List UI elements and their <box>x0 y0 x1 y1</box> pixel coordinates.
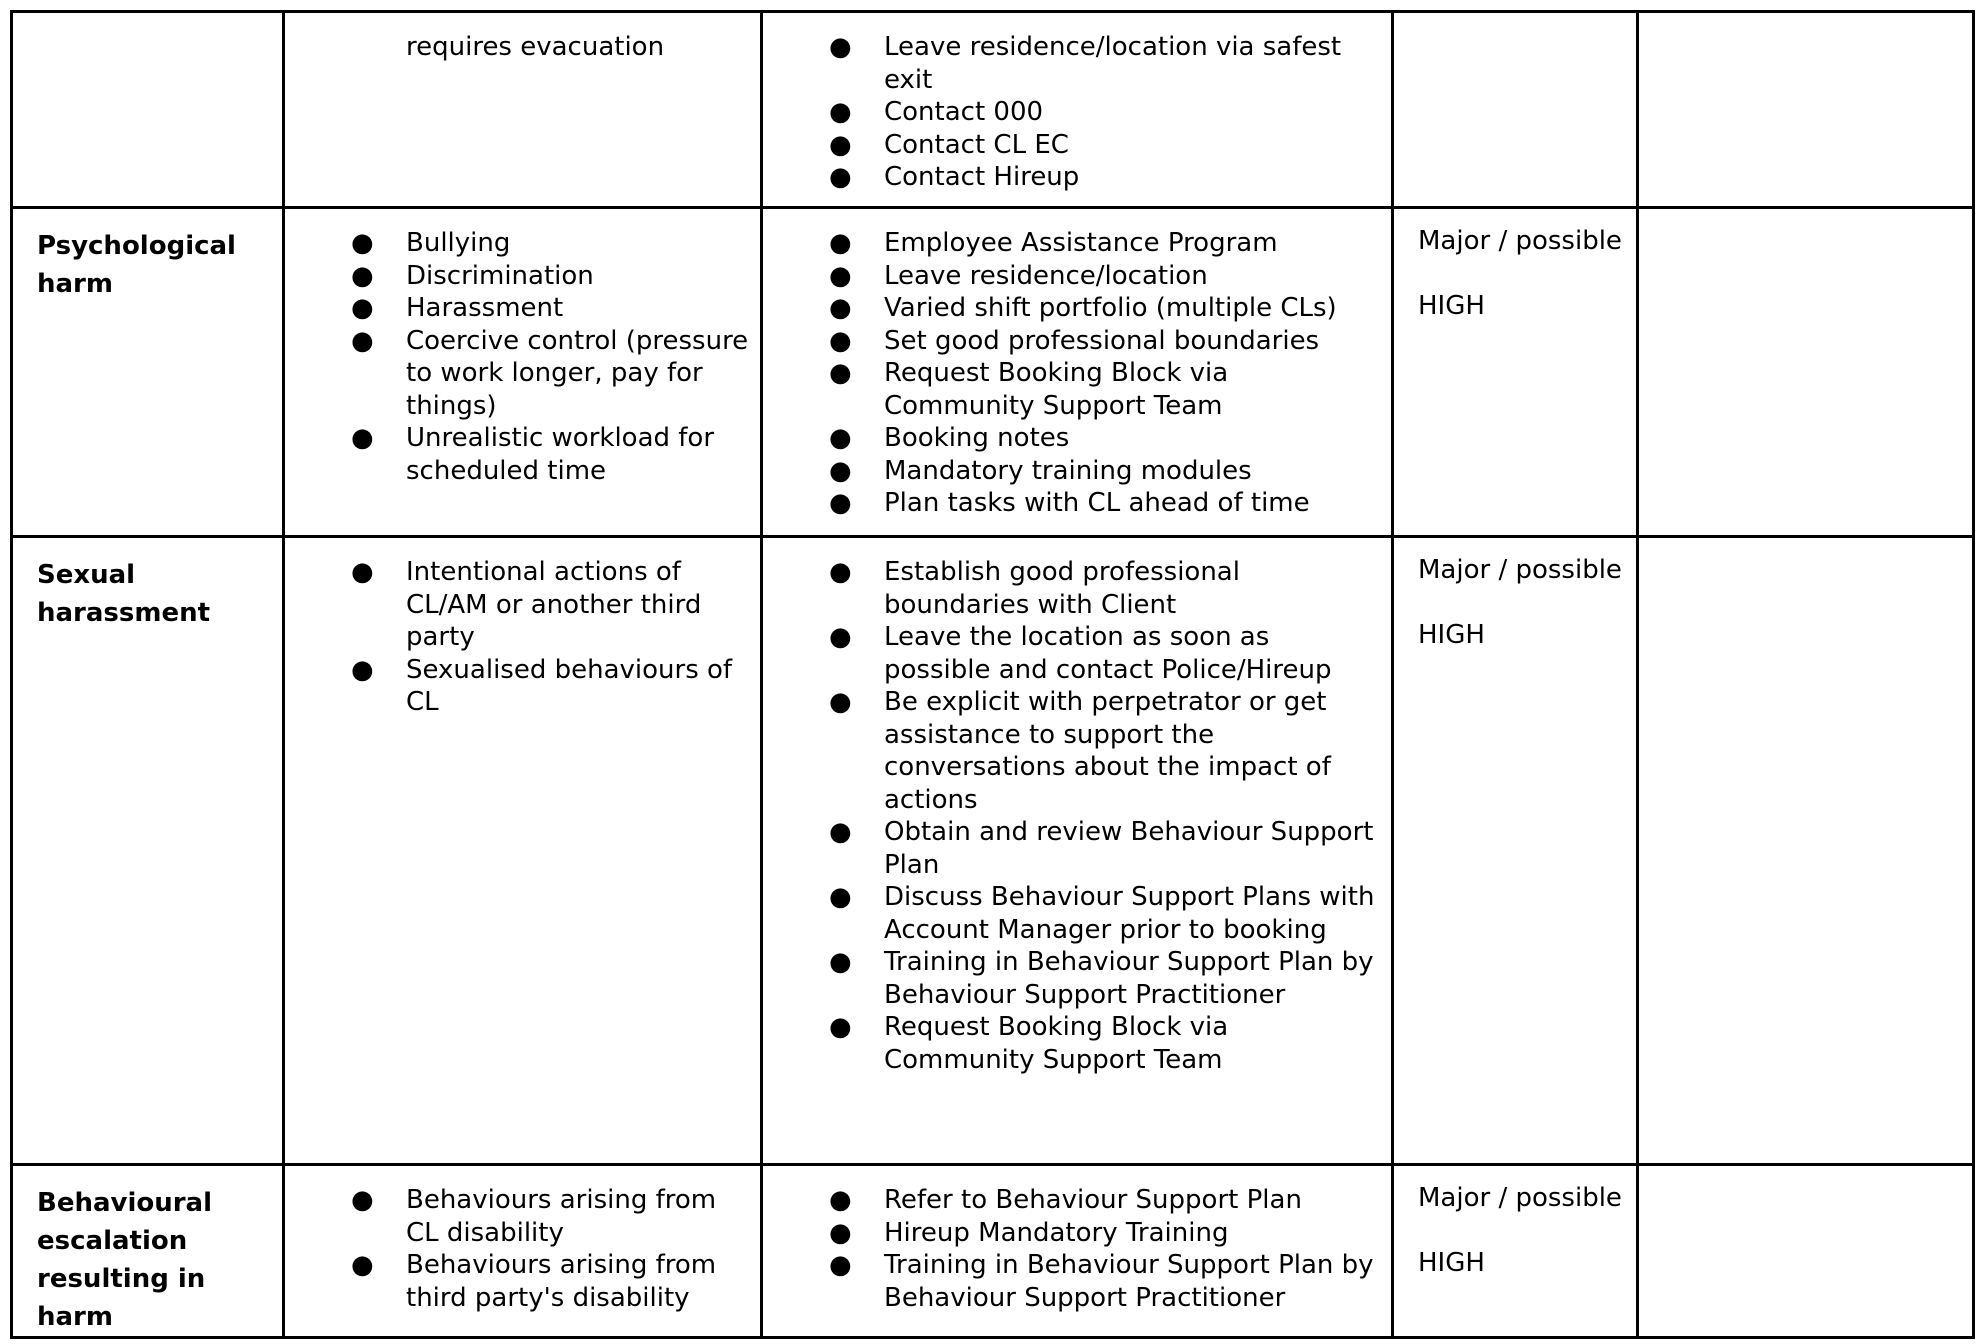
bullet-icon: ● <box>829 882 852 912</box>
bullet-icon: ● <box>829 423 852 453</box>
causes-cell <box>284 1165 762 1338</box>
bullet-icon: ● <box>829 455 852 486</box>
list-item <box>285 1184 760 1249</box>
list-item-text: Coercive control (pressure to work longer, pay for things) <box>406 325 749 421</box>
controls-cell <box>762 537 1393 1165</box>
list-item-text: Mandatory training modules <box>884 455 1252 486</box>
list-item-text: Set good professional boundaries <box>884 325 1320 356</box>
causes-cell <box>284 537 762 1165</box>
list-item-text: Varied shift portfolio (multiple CLs) <box>884 293 1337 323</box>
bullet-icon: ● <box>829 358 852 388</box>
list-item-text: Contact Hireup <box>884 162 1080 192</box>
bullet-icon: ● <box>351 293 374 323</box>
bullet-icon: ● <box>829 1012 852 1042</box>
rating-cell <box>1393 208 1638 537</box>
hazard-label: Psychological harm <box>37 231 236 299</box>
causes-list <box>285 556 760 719</box>
list-item <box>763 1011 1391 1076</box>
risk-level: HIGH <box>1418 619 1485 650</box>
list-item <box>285 325 760 423</box>
bullet-icon: ● <box>829 260 852 291</box>
list-item-text: Training in Behaviour Support Plan by Behaviour Support Practitioner <box>884 947 1374 1010</box>
list-item <box>763 556 1391 621</box>
empty-cell <box>1638 537 1974 1165</box>
hazard-cell <box>12 537 284 1165</box>
causes-list <box>285 1184 760 1314</box>
list-item <box>763 292 1391 325</box>
list-item-text: Discrimination <box>406 260 594 291</box>
list-item-text: Intentional actions of CL/AM or another third party <box>406 557 702 652</box>
list-item-text: Harassment <box>406 293 564 323</box>
bullet-icon: ● <box>829 557 852 587</box>
list-item-text: Leave the location as soon as possible and contact Police/Hireup <box>884 622 1332 685</box>
list-item-text: Contact CL EC <box>884 129 1069 160</box>
bullet-icon: ● <box>829 687 852 717</box>
rating-cell <box>1393 537 1638 1165</box>
list-item-text: Refer to Behaviour Support Plan <box>884 1185 1302 1215</box>
list-item <box>763 129 1391 162</box>
bullet-icon: ● <box>829 325 852 356</box>
rating-cell <box>1393 12 1638 208</box>
list-item-text: Sexualised behaviours of CL <box>406 654 733 717</box>
controls-cell <box>762 1165 1393 1338</box>
table-row <box>12 208 1974 537</box>
bullet-icon: ● <box>829 947 852 977</box>
list-item <box>763 1184 1391 1217</box>
hazard-cell <box>12 1165 284 1338</box>
bullet-icon: ● <box>351 228 374 258</box>
list-item <box>285 260 760 293</box>
list-item <box>285 654 760 719</box>
causes-text: requires evacuation <box>406 32 665 62</box>
list-item <box>763 1249 1391 1314</box>
list-item <box>285 422 760 487</box>
list-item <box>285 556 760 654</box>
risk-level: HIGH <box>1418 290 1485 321</box>
bullet-icon: ● <box>351 654 374 685</box>
hazard-cell <box>12 12 284 208</box>
list-item-text: Training in Behaviour Support Plan by Behaviour Support Practitioner <box>884 1250 1374 1313</box>
list-item <box>763 161 1391 194</box>
table-row <box>12 12 1974 208</box>
list-item <box>763 1217 1391 1250</box>
hazard-label: Sexual harassment <box>37 560 211 628</box>
list-item <box>763 686 1391 816</box>
list-item-text: Be explicit with perpetrator or get assistance to support the conversations about the impact of actions <box>884 687 1331 815</box>
list-item-text: Behaviours arising from CL disability <box>406 1185 717 1248</box>
list-item-text: Obtain and review Behaviour Support Plan <box>884 817 1374 880</box>
causes-list <box>285 227 760 487</box>
bullet-icon: ● <box>829 488 852 518</box>
risk-level: HIGH <box>1418 1247 1485 1278</box>
list-item-text: Discuss Behaviour Support Plans with Account Manager prior to booking <box>884 882 1375 945</box>
controls-list <box>763 31 1391 194</box>
bullet-icon: ● <box>351 260 374 291</box>
bullet-icon: ● <box>829 97 852 127</box>
controls-list <box>763 1184 1391 1314</box>
causes-cell <box>284 12 762 208</box>
table-row <box>12 1165 1974 1338</box>
list-item-text: Request Booking Block via Community Support Team <box>884 358 1229 421</box>
list-item-text: Hireup Mandatory Training <box>884 1217 1229 1248</box>
list-item-text: Unrealistic workload for scheduled time <box>406 423 715 486</box>
table-row <box>12 537 1974 1165</box>
bullet-icon: ● <box>829 162 852 192</box>
bullet-icon: ● <box>829 32 852 62</box>
list-item <box>285 227 760 260</box>
list-item <box>763 96 1391 129</box>
rating-text: Major / possible <box>1418 226 1622 256</box>
list-item-text: Leave residence/location via safest exit <box>884 32 1342 95</box>
list-item <box>285 292 760 325</box>
list-item-text: Employee Assistance Program <box>884 228 1278 258</box>
bullet-icon: ● <box>829 1185 852 1215</box>
bullet-icon: ● <box>829 1250 852 1280</box>
list-item-text: Bullying <box>406 228 511 258</box>
bullet-icon: ● <box>829 1217 852 1248</box>
list-item <box>763 816 1391 881</box>
list-item <box>763 455 1391 488</box>
bullet-icon: ● <box>351 557 374 587</box>
risk-assessment-table <box>10 10 1975 1339</box>
bullet-icon: ● <box>351 1250 374 1280</box>
list-item-text: Contact 000 <box>884 97 1044 127</box>
list-item-text: Establish good professional boundaries with Client <box>884 557 1240 620</box>
list-item-text: Request Booking Block via Community Support Team <box>884 1012 1229 1075</box>
controls-list <box>763 227 1391 520</box>
list-item-text: Booking notes <box>884 423 1070 453</box>
bullet-icon: ● <box>829 228 852 258</box>
rating-text: Major / possible <box>1418 1183 1622 1213</box>
bullet-icon: ● <box>351 423 374 453</box>
list-item <box>763 325 1391 358</box>
bullet-icon: ● <box>351 325 374 356</box>
list-item <box>763 260 1391 293</box>
bullet-icon: ● <box>829 622 852 652</box>
bullet-icon: ● <box>829 293 852 323</box>
empty-cell <box>1638 12 1974 208</box>
rating-cell <box>1393 1165 1638 1338</box>
list-item <box>763 621 1391 686</box>
list-item <box>763 357 1391 422</box>
bullet-icon: ● <box>351 1185 374 1215</box>
list-item <box>763 422 1391 455</box>
list-item <box>763 227 1391 260</box>
rating-text: Major / possible <box>1418 555 1622 585</box>
empty-cell <box>1638 1165 1974 1338</box>
bullet-icon: ● <box>829 817 852 847</box>
bullet-icon: ● <box>829 129 852 160</box>
list-item <box>763 881 1391 946</box>
list-item-text: Behaviours arising from third party's disability <box>406 1250 717 1313</box>
causes-cell <box>284 208 762 537</box>
list-item <box>763 946 1391 1011</box>
list-item <box>763 487 1391 520</box>
list-item <box>763 31 1391 96</box>
list-item-text: Plan tasks with CL ahead of time <box>884 488 1310 518</box>
empty-cell <box>1638 208 1974 537</box>
list-item <box>285 1249 760 1314</box>
controls-list <box>763 556 1391 1076</box>
hazard-label: Behavioural escalation resulting in harm <box>37 1188 213 1332</box>
hazard-cell <box>12 208 284 537</box>
controls-cell <box>762 12 1393 208</box>
controls-cell <box>762 208 1393 537</box>
list-item-text: Leave residence/location <box>884 260 1208 291</box>
